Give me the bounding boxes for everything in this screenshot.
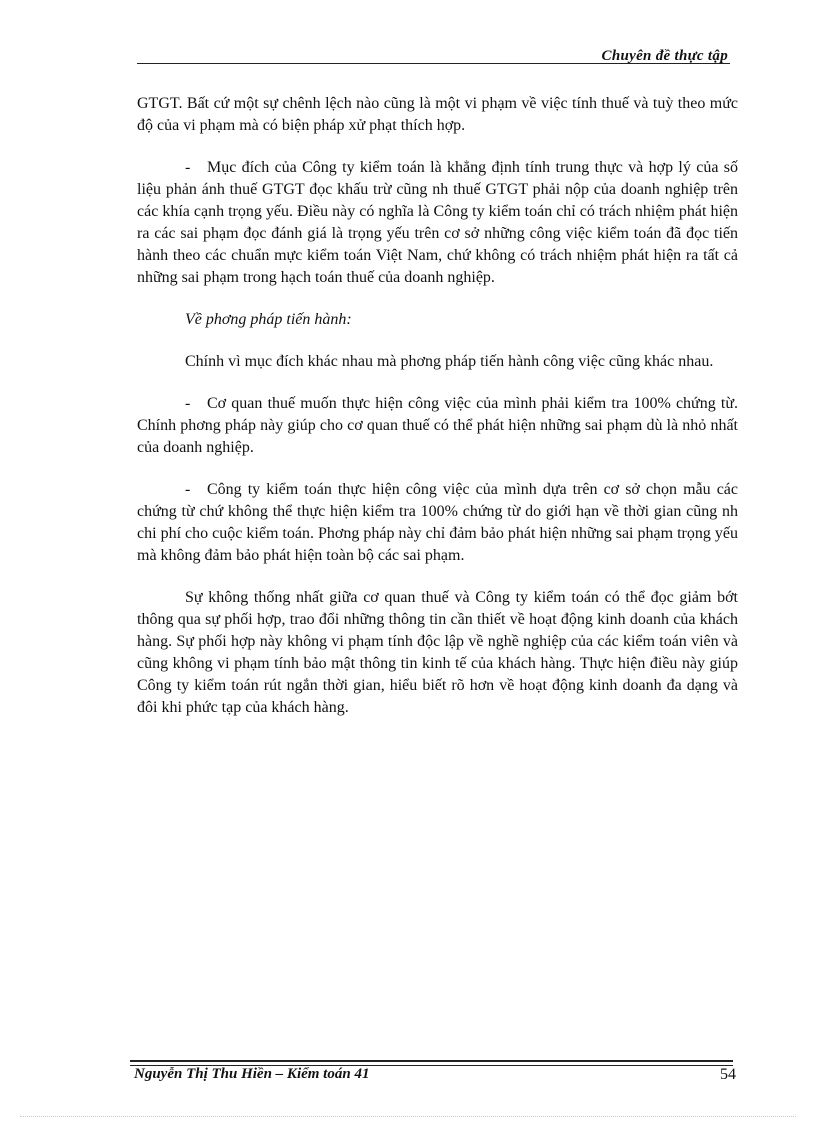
page-bottom-border bbox=[20, 1116, 796, 1117]
header-title: Chuyên đề thực tập bbox=[601, 48, 728, 64]
footer-author: Nguyễn Thị Thu Hiền – Kiểm toán 41 bbox=[134, 1066, 370, 1082]
page-header bbox=[137, 42, 730, 66]
document-body bbox=[137, 93, 738, 739]
bullet-dash: - bbox=[185, 395, 191, 412]
paragraph-5 bbox=[137, 479, 738, 567]
section-subheading: Về phơng pháp tiến hành: bbox=[185, 311, 352, 328]
bullet-dash: - bbox=[185, 159, 191, 176]
paragraph-4-text: Cơ quan thuế muốn thực hiện công việc của mình phải kiểm tra 100% chứng từ. Chính phơng pháp này giúp cho cơ quan thuế có thể phát hiện những sai phạm dù là nhỏ nhất của doanh nghiệp. bbox=[137, 395, 738, 456]
footer-rule-thick bbox=[130, 1060, 733, 1062]
header-rule bbox=[137, 63, 730, 64]
page-number: 54 bbox=[720, 1066, 736, 1083]
paragraph-6: Sự không thống nhất giữa cơ quan thuế và Công ty kiểm toán có thể đọc giảm bớt thông qua sự phối hợp, trao đổi những thông tin cần thiết về hoạt động kinh doanh của khách hàng. Sự phối hợp này không vi phạm tính độc lập về nghề nghiệp của các kiểm toán viên và cũng không vi phạm tính bảo mật thông tin kinh tế của khách hàng. Thực hiện điều này giúp Công ty kiểm toán rút ngắn thời gian, hiểu biết rõ hơn về hoạt động kinh doanh đa dạng và đôi khi phức tạp của khách hàng. bbox=[137, 589, 738, 716]
paragraph-4 bbox=[137, 393, 738, 459]
paragraph-2 bbox=[137, 157, 738, 289]
paragraph-2-text: Mục đích của Công ty kiểm toán là khẳng định tính trung thực và hợp lý của số liệu phản ánh thuế GTGT đọc khấu trừ cũng nh thuế GTGT phải nộp của doanh nghiệp trên các khía cạnh trọng yếu. Điều này có nghĩa là Công ty kiểm toán chỉ có trách nhiệm phát hiện ra các sai phạm đọc đánh giá là trọng yếu trên cơ sở những công việc kiểm toán đã đọc tiến hành theo các chuẩn mực kiểm toán Việt Nam, chứ không có trách nhiệm phát hiện ra tất cả những sai phạm trong hạch toán thuế của doanh nghiệp. bbox=[137, 159, 738, 286]
paragraph-3: Chính vì mục đích khác nhau mà phơng pháp tiến hành công việc cũng khác nhau. bbox=[185, 353, 714, 370]
bullet-dash: - bbox=[185, 481, 191, 498]
paragraph-5-text: Công ty kiểm toán thực hiện công việc của mình dựa trên cơ sở chọn mẫu các chứng từ chứ không thể thực hiện kiểm tra 100% chứng từ do giới hạn về thời gian cũng nh chi phí cho cuộc kiểm toán. Phơng pháp này chỉ đảm bảo phát hiện những sai phạm trọng yếu mà không đảm bảo phát hiện toàn bộ các sai phạm. bbox=[137, 481, 738, 564]
paragraph-1: GTGT. Bất cứ một sự chênh lệch nào cũng là một vi phạm về việc tính thuế và tuỳ theo mức độ của vi phạm mà có biện pháp xử phạt thích hợp. bbox=[137, 95, 738, 134]
